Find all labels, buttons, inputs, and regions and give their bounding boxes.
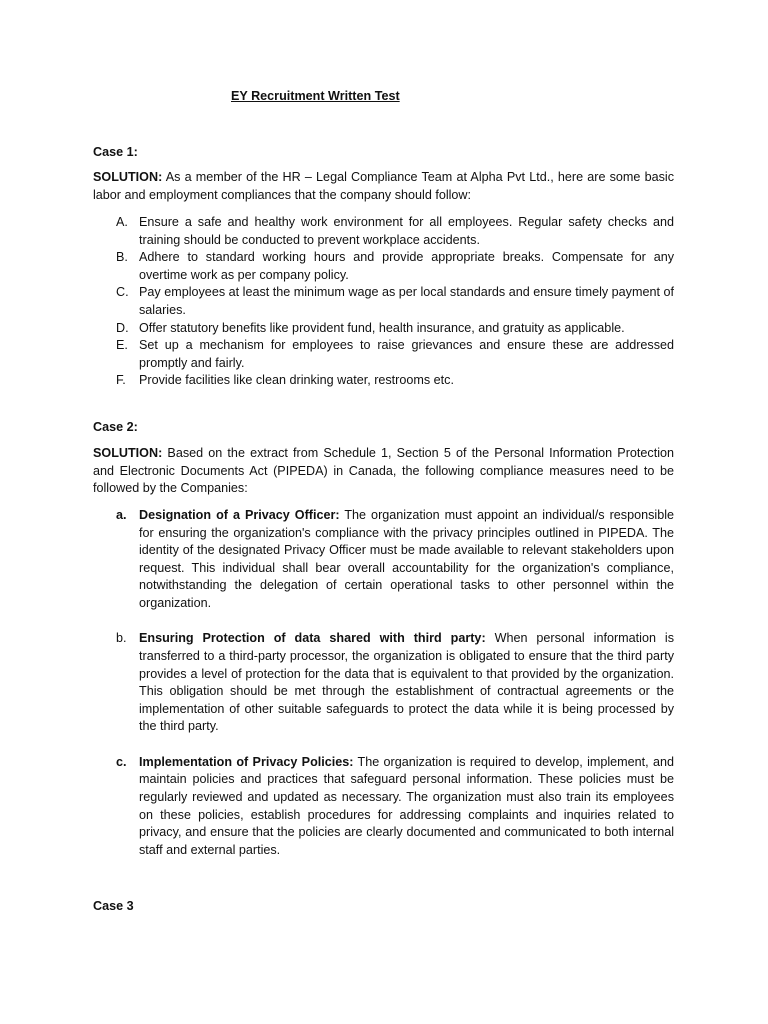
list-item (93, 372, 674, 390)
list-marker: a. (116, 508, 127, 522)
list-item (93, 284, 674, 319)
case-2-solution-label: SOLUTION: (93, 446, 163, 460)
list-marker: E. (116, 338, 128, 353)
case-2-compliance-list (93, 507, 674, 877)
case-1-heading: Case 1: (93, 145, 138, 159)
case-1-compliance-list (93, 214, 674, 390)
list-item-text: The organization must appoint an individual/s responsible for ensuring the organization's compliance with the privacy principles outlined in PIPEDA. The identity of the designated Privacy Officer must be made available to relevant stakeholders upon request. This individual shall bear overall accountability for the organization's compliance, notwithstanding the delegation of certain operational tasks to other personnel within the organization. (139, 508, 675, 610)
case-2-solution-text: Based on the extract from Schedule 1, Section 5 of the Personal Information Protection and Electronic Documents Act (PIPEDA) in Canada, the following compliance measures need to be followed by the Companies: (93, 446, 675, 496)
list-item (93, 507, 674, 613)
case-1-solution-label: SOLUTION: (93, 170, 163, 184)
list-marker: F. (116, 373, 126, 388)
list-item-text: Ensure a safe and healthy work environment for all employees. Regular safety checks and training should be conducted to prevent workplace accidents. (139, 215, 674, 247)
case-1-solution (93, 169, 674, 204)
list-item-text: Set up a mechanism for employees to raise grievances and ensure these are addressed promptly and fairly. (139, 338, 674, 370)
case-2-heading: Case 2: (93, 420, 138, 434)
list-item (93, 337, 674, 372)
document-title: EY Recruitment Written Test (231, 89, 400, 103)
list-item (93, 630, 674, 736)
list-marker: b. (116, 631, 127, 646)
list-marker: c. (116, 754, 127, 769)
case-3-heading: Case 3 (93, 899, 134, 913)
list-item-lead: Ensuring Protection of data shared with third party: (139, 631, 486, 646)
case-1-solution-text: As a member of the HR – Legal Compliance Team at Alpha Pvt Ltd., here are some basic labor and employment compliances that the company should follow: (93, 170, 674, 202)
list-marker: C. (116, 285, 129, 300)
list-item (93, 214, 674, 249)
case-2-solution (93, 445, 674, 498)
list-item-text: Pay employees at least the minimum wage as per local standards and ensure timely payment of salaries. (139, 285, 674, 317)
list-marker: A. (116, 215, 128, 229)
list-marker: D. (116, 320, 129, 335)
list-marker: B. (116, 250, 128, 265)
list-item (93, 249, 674, 284)
list-item-text: The organization is required to develop, implement, and maintain policies and practices that safeguard personal information. These policies must be regularly reviewed and updated as necessary. The organization must also train its employees on these policies, establish procedures for addressing complaints and inquiries related to privacy, and ensure that the policies are clearly documented and communicated to both internal staff and external parties. (139, 754, 674, 857)
list-item-lead: Implementation of Privacy Policies: (139, 754, 354, 769)
list-item (93, 754, 674, 860)
list-item-text: Adhere to standard working hours and provide appropriate breaks. Compensate for any overtime work as per company policy. (139, 250, 674, 282)
list-item-lead: Designation of a Privacy Officer: (139, 508, 340, 522)
list-item-text: Offer statutory benefits like provident fund, health insurance, and gratuity as applicable. (139, 320, 625, 335)
list-item-text: Provide facilities like clean drinking water, restrooms etc. (139, 373, 454, 388)
list-item-text: When personal information is transferred to a third-party processor, the organization is obligated to ensure that the third party provides a level of protection for the data that is equivalent to that provided by the organization. This obligation should be met through the establishment of contractual agreements or the implementation of other suitable safeguards to protect the data while it is being processed by the third party. (139, 631, 674, 734)
list-item (93, 320, 674, 338)
